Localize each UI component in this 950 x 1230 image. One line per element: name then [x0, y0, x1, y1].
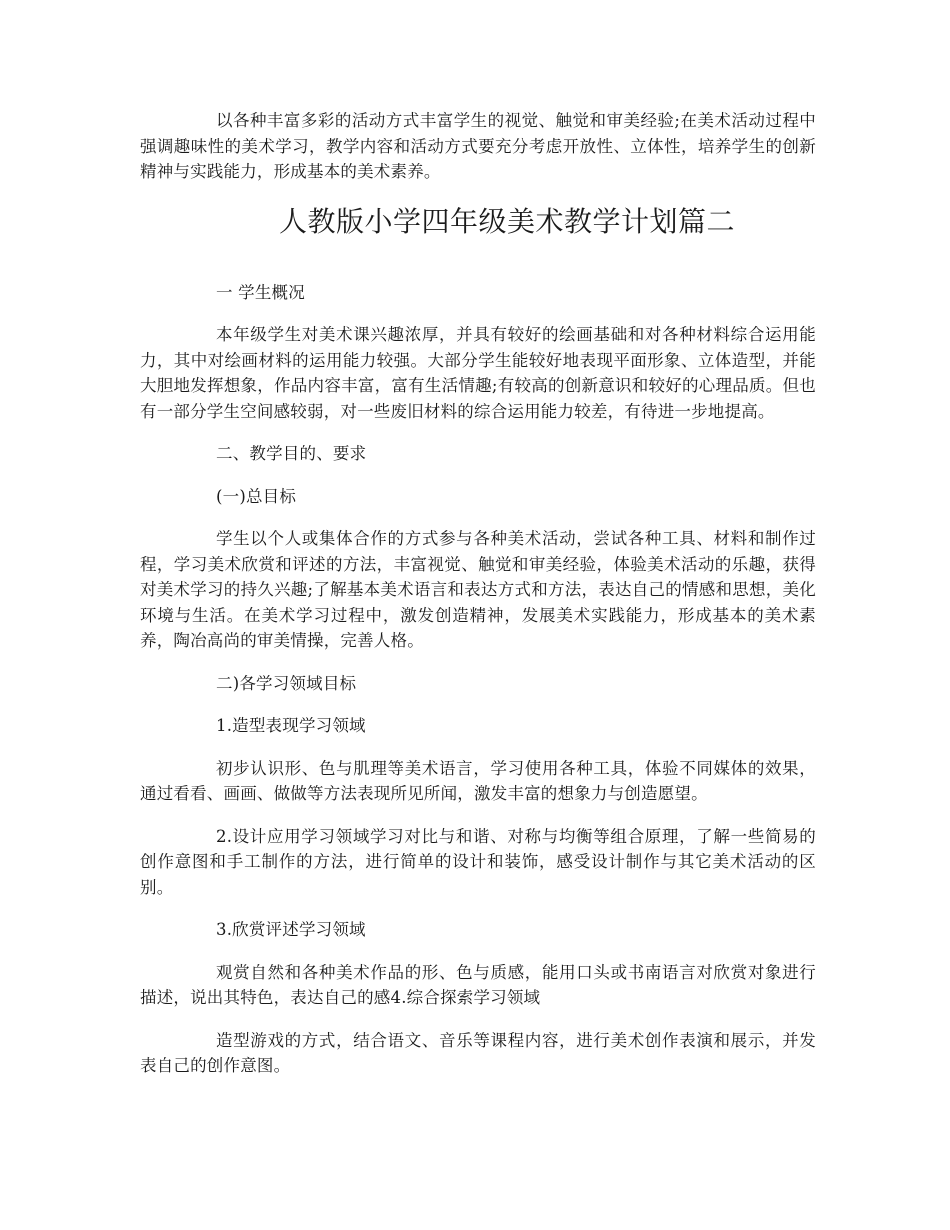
subsection-heading-overall-goals: (一)总目标 — [216, 486, 297, 506]
document-body — [140, 108, 816, 1096]
intro-paragraph: 以各种丰富多彩的活动方式丰富学生的视觉、触觉和审美经验;在美术活动过程中强调趣味性的美术学习，教学内容和活动方式要充分考虑开放性、立体性，培养学生的创新精神与实践能力，形成基本的美术素养。 — [140, 111, 816, 181]
comprehensive-exploration-paragraph: 造型游戏的方式，结合语文、音乐等课程内容，进行美术创作表演和展示，并发表自己的创作意图。 — [140, 1030, 816, 1075]
overall-goals-paragraph: 学生以个人或集体合作的方式参与各种美术活动，尝试各种工具、材料和制作过程，学习美术欣赏和评述的方法，丰富视觉、触觉和审美经验，体验美术活动的乐趣，获得对美术学习的持久兴趣;了解基本美术语言和表达方式和方法，表达自己的情感和思想，美化环境与生活。在美术学习过程中，激发创造精神，发展美术实践能力，形成基本的美术素养，陶冶高尚的审美情操，完善人格。 — [140, 529, 816, 650]
document-title: 人教版小学四年级美术教学计划篇二 — [278, 204, 735, 238]
item-heading-appreciation: 3.欣赏评述学习领域 — [216, 920, 366, 939]
section-heading-student-overview: 一 学生概况 — [216, 282, 305, 302]
student-overview-paragraph: 本年级学生对美术课兴趣浓厚，并具有较好的绘画基础和对各种材料综合运用能力，其中对绘画材料的运用能力较强。大部分学生能较好地表现平面形象、立体造型，并能大胆地发挥想象，作品内容丰富，富有生活情趣;有较高的创新意识和较好的心理品质。但也有一部分学生空间感较弱，对一些废旧材料的综合运用能力较差，有待进一步地提高。 — [140, 325, 816, 421]
item-heading-modeling: 1.造型表现学习领域 — [216, 716, 366, 735]
modeling-paragraph: 初步认识形、色与肌理等美术语言，学习使用各种工具，体验不同媒体的效果，通过看看、画画、做做等方法表现所见所闻，激发丰富的想象力与创造愿望。 — [140, 758, 816, 803]
design-application-paragraph: 2.设计应用学习领域学习对比与和谐、对称与均衡等组合原理，了解一些简易的创作意图和手工制作的方法，进行简单的设计和装饰，感受设计制作与其它美术活动的区别。 — [140, 826, 816, 897]
appreciation-paragraph: 观赏自然和各种美术作品的形、色与质感，能用口头或书南语言对欣赏对象进行描述，说出其特色，表达自己的感4.综合探索学习领域 — [140, 962, 816, 1007]
subsection-heading-domain-goals: 二)各学习领域目标 — [216, 673, 357, 693]
section-heading-teaching-goals: 二、教学目的、要求 — [216, 444, 367, 463]
